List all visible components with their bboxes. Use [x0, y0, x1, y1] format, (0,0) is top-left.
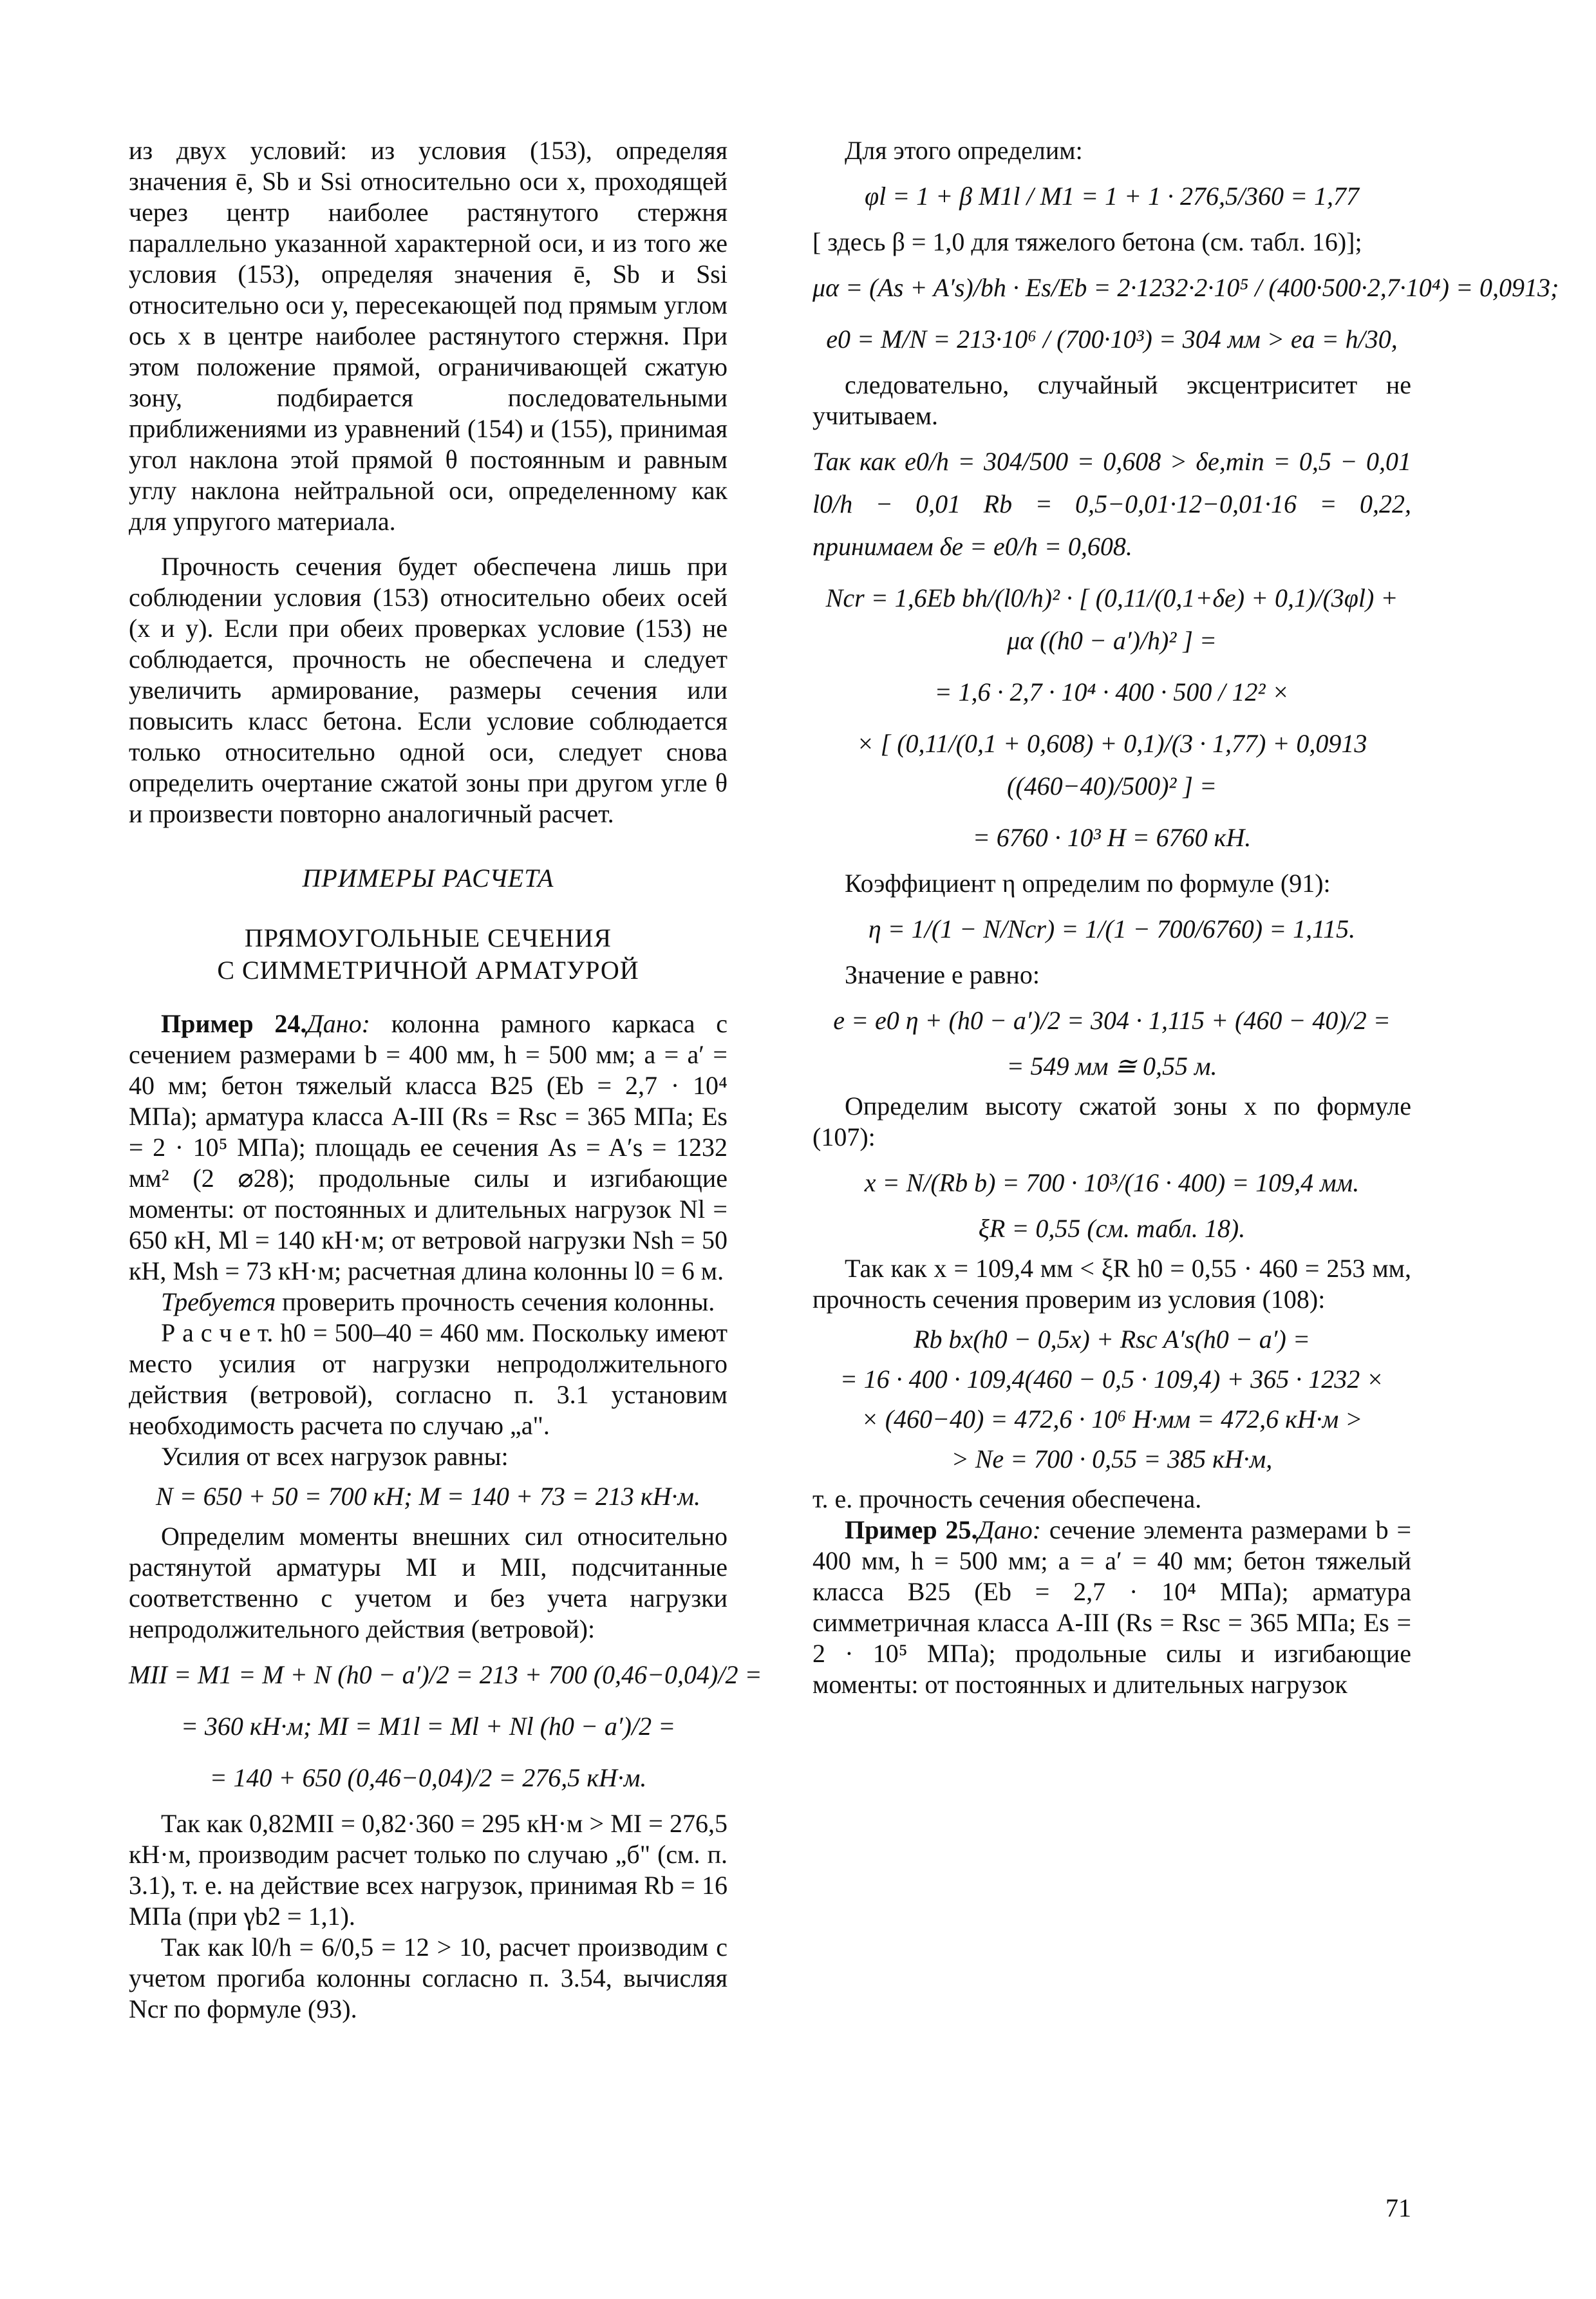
formula-forces: N = 650 + 50 = 700 кН; M = 140 + 73 = 213 кН·м. — [156, 1482, 700, 1511]
formula-ncr-4: = 6760 · 10³ Н = 6760 кН. — [972, 823, 1252, 852]
formula-check-3: × (460−40) = 472,6 · 10⁶ Н·мм = 472,6 кН·м > — [861, 1405, 1363, 1433]
paragraph-x: Определим высоту сжатой зоны x по формуле (107): — [812, 1092, 1411, 1151]
moments-intro: Определим моменты внешних сил относительно растянутой арматуры MI и MII, подсчитанные соответственно с учетом и без учета нагрузки непродолжительного действия (ветровой): — [129, 1522, 728, 1643]
formula-moment-mi-value: = 140 + 650 (0,46−0,04)/2 = 276,5 кН·м. — [209, 1763, 647, 1792]
heading-section-line-1: ПРЯМОУГОЛЬНЫЕ СЕЧЕНИЯ — [244, 923, 612, 952]
required-label: Требуется — [161, 1287, 276, 1316]
example-24-label: Пример 24. — [161, 1009, 307, 1038]
left-column — [129, 135, 762, 2025]
page-number: 71 — [1385, 2193, 1411, 2222]
formula-moment-mii: MII = M1 = M + N (h0 − a′)/2 = 213 + 700 (0,46−0,04)/2 = — [129, 1660, 762, 1689]
paragraph-eta: Коэффициент η определим по формуле (91): — [845, 869, 1331, 898]
paragraph-define: Для этого определим: — [845, 136, 1083, 165]
paragraph-conditions: из двух условий: из условия (153), определяя значения ē, Sb и Ssi относительно оси x, проходящей через центр наиболее растянутого стержня параллельно указанной характерной оси, и из того же условия (153), определяя значения ē, Sb и Ssi относительно оси y, пересекающей под прямым углом ось x в центре наиболее растянутого стержня. При этом положение прямой, ограничивающей сжатую зону, подбирается последовательными приближениями из уравнений (154) и (155), принимая угол наклона этой прямой θ постоянным и равным углу наклона нейтральной оси, определенному как для упругого материала. — [129, 136, 728, 536]
formula-moment-mi: = 360 кН·м; MI = M1l = Ml + Nl (h0 − a′)/2 = — [180, 1712, 676, 1741]
formula-e-value: = 549 мм ≅ 0,55 м. — [1006, 1052, 1217, 1081]
paragraph-case: Так как 0,82MII = 0,82·360 = 295 кН·м > MI = 276,5 кН·м, производим расчет только по случаю „б" (см. п. 3.1), т. е. на действие всех нагрузок, принимая Rb = 16 МПа (при γb2 = 1,1). — [129, 1809, 728, 1931]
formula-ncr-3: × [ (0,11/(0,1 + 0,608) + 0,1)/(3 · 1,77) + 0,0913 ((460−40)/500)² ] = — [856, 729, 1367, 800]
formula-x: x = N/(Rb b) = 700 · 10³/(16 · 400) = 109,4 мм. — [864, 1168, 1360, 1197]
formula-xi-r: ξR = 0,55 (см. табл. 18). — [978, 1214, 1246, 1243]
example-25-given-label: Дано: — [977, 1515, 1042, 1544]
heading-examples: ПРИМЕРЫ РАСЧЕТА — [302, 864, 554, 893]
formula-ncr-1: Ncr = 1,6Eb bh/(l0/h)² · [ (0,11/(0,1+δe) + 0,1)/(3φl) + μα ((h0 − a′)/h)² ] = — [825, 583, 1398, 655]
paragraph-e: Значение e равно: — [845, 960, 1040, 989]
formula-check-1: Rb bx(h0 − 0,5x) + Rsc A′s(h0 − a′) = — [914, 1325, 1310, 1354]
formula-e0: e0 = M/N = 213·10⁶ / (700·10³) = 304 мм > ea = h/30, — [826, 325, 1398, 354]
paragraph-beta: [ здесь β = 1,0 для тяжелого бетона (см. табл. 16)]; — [812, 227, 1362, 256]
example-24-calculation — [129, 1318, 728, 1441]
heading-section-line-2: С СИММЕТРИЧНОЙ АРМАТУРОЙ — [217, 956, 639, 985]
example-25-label: Пример 25. — [845, 1515, 978, 1544]
forces-intro: Усилия от всех нагрузок равны: — [161, 1442, 509, 1471]
calc-label: Р а с ч е т. — [161, 1318, 274, 1347]
formula-eta: η = 1/(1 − N/Ncr) = 1/(1 − 700/6760) = 1,115. — [868, 914, 1356, 943]
formula-mu-alpha: μα = (As + A′s)/bh · Es/Eb = 2·1232·2·10⁵ / (400·500·2,7·10⁴) = 0,0913; — [812, 273, 1559, 302]
example-25-given — [812, 1515, 1411, 1700]
calc-text: h0 = 500–40 = 460 мм. Поскольку имеют место усилия от нагрузки непродолжительного действия (ветровой), согласно п. 3.1 установим необходимость расчета по случаю „а". — [129, 1318, 728, 1440]
paragraph-ok: т. е. прочность сечения обеспечена. — [812, 1484, 1202, 1513]
required-text: проверить прочность сечения колонны. — [276, 1287, 715, 1316]
formula-check-4: > Ne = 700 · 0,55 = 385 кН·м, — [951, 1444, 1273, 1473]
formula-ncr-2: = 1,6 · 2,7 · 10⁴ · 400 · 500 / 12² × — [934, 677, 1290, 706]
example-24-given-text: колонна рамного каркаса с сечением размерами b = 400 мм, h = 500 мм; a = a′ = 40 мм; бетон тяжелый класса В25 (Eb = 2,7 · 10⁴ МПа); арматура класса А-III (Rs = Rsc = 365 МПа; Es = 2 · 10⁵ МПа); площадь ее сечения As = A′s = 1232 мм² (2 ⌀28); продольные силы и изгибающие моменты: от постоянных и длительных нагрузок Nl = 650 кН, Ml = 140 кН·м; от ветровой нагрузки Nsh = 50 кН, Msh = 73 кН·м; расчетная длина колонны l0 = 6 м. — [129, 1009, 728, 1285]
paragraph-flexibility: Так как l0/h = 6/0,5 = 12 > 10, расчет производим с учетом прогиба колонны согласно п. 3.54, вычисляя Ncr по формуле (93). — [129, 1933, 728, 2023]
right-column — [812, 135, 1559, 1700]
example-24-given — [129, 1008, 728, 1287]
formula-e: e = e0 η + (h0 − a′)/2 = 304 · 1,115 + (460 − 40)/2 = — [833, 1006, 1391, 1035]
example-24-required — [129, 1287, 728, 1318]
paragraph-strength: Прочность сечения будет обеспечена лишь при соблюдении условия (153) относительно обеих осей (x и y). Если при обеих проверках условие (153) не соблюдается, прочность не обеспечена и следует увеличить армирование, размеры сечения или повысить класс бетона. Если условие соблюдается только относительно одной оси, следует снова определить очертание сжатой зоны при другом угле θ и произвести повторно аналогичный расчет. — [129, 552, 728, 828]
example-25-given-text: сечение элемента размерами b = 400 мм, h = 500 мм; a = a′ = 40 мм; бетон тяжелый класса В25 (Eb = 2,7 · 10⁴ МПа); арматура симметричная класса А-III (Rs = Rsc = 365 МПа; Es = 2 · 10⁵ МПа); продольные силы и изгибающие моменты: от постоянных и длительных нагрузок — [812, 1515, 1411, 1699]
paragraph-random-eccentricity: следовательно, случайный эксцентриситет не учитываем. — [812, 370, 1411, 430]
formula-phi: φl = 1 + β M1l / M1 = 1 + 1 · 276,5/360 = 1,77 — [864, 182, 1360, 211]
paragraph-check: Так как x = 109,4 мм < ξR h0 = 0,55 · 460 = 253 мм, прочность сечения проверим из условия (108): — [812, 1254, 1411, 1314]
formula-delta-e: Так как e0/h = 304/500 = 0,608 > δe,min = 0,5 − 0,01 l0/h − 0,01 Rb = 0,5−0,01·12−0,01·16 = 0,22, принимаем δe = e0/h = 0,608. — [812, 447, 1411, 561]
heading-section — [129, 922, 728, 987]
example-24-given-label: Дано: — [306, 1009, 370, 1038]
formula-check-2: = 16 · 400 · 109,4(460 − 0,5 · 109,4) + 365 · 1232 × — [840, 1365, 1384, 1394]
